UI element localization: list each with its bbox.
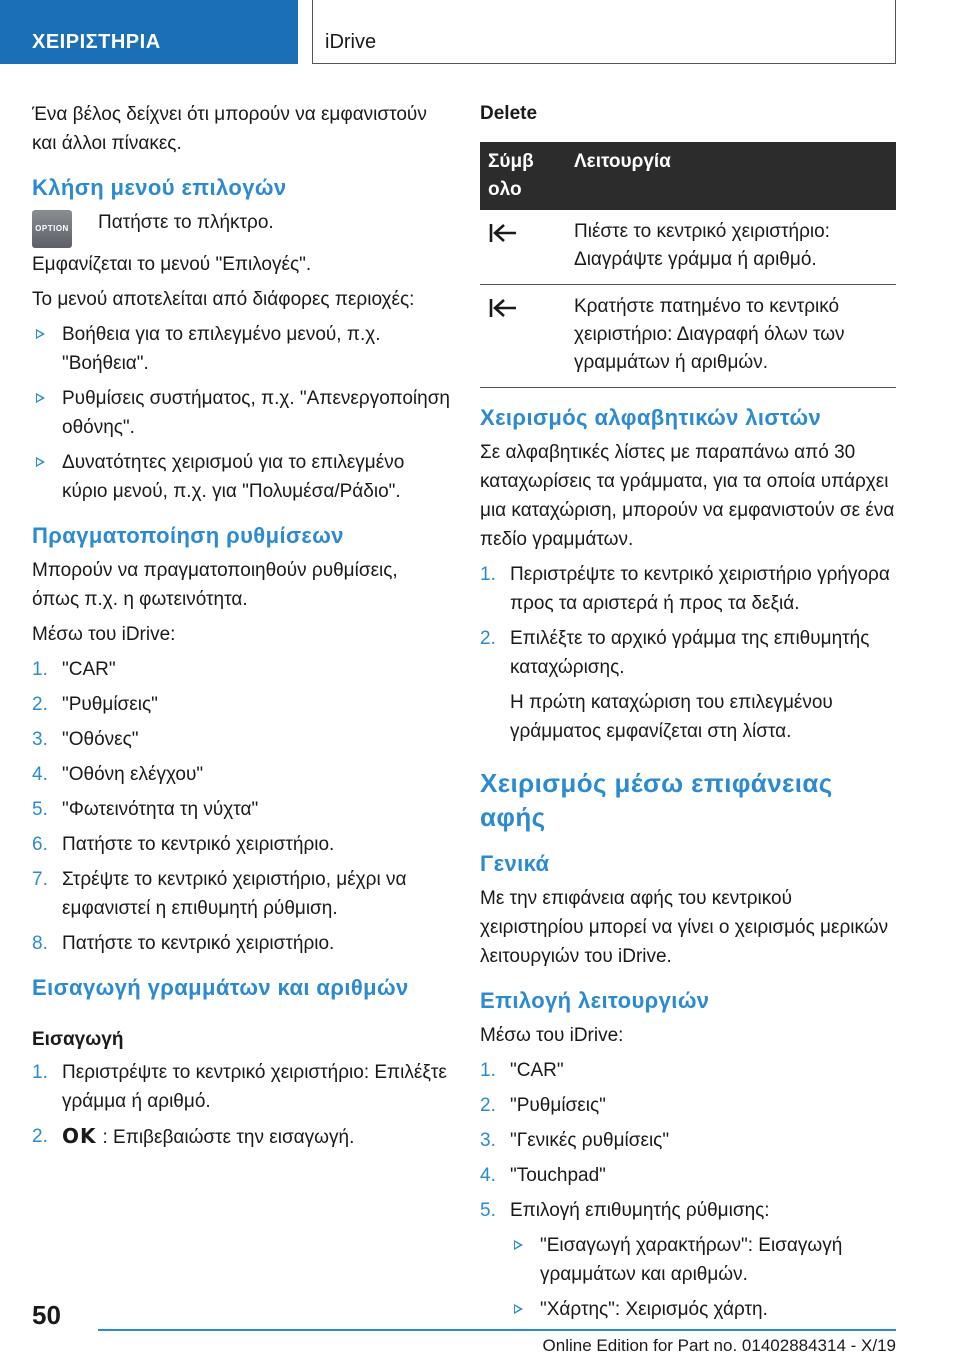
list-item: 1. "CAR" — [32, 659, 116, 680]
table-row — [480, 285, 896, 388]
triangle-bullet-icon — [36, 329, 45, 339]
alpha-note: Η πρώτη καταχώριση του επιλεγμένου γράμματος εμφανίζεται στη λίστα. — [510, 692, 833, 742]
list-item: 2. "Ρυθμίσεις" — [480, 1095, 606, 1116]
option-key-row — [32, 208, 450, 250]
triangle-bullet-icon — [36, 457, 45, 467]
input-steps — [32, 1058, 450, 1152]
settings-steps — [32, 655, 450, 958]
list-item: 7. Στρέψτε το κεντρικό χειριστήριο, μέχρι να εμφανιστεί η επιθυμητή ρύθμιση. — [32, 869, 407, 919]
triangle-bullet-icon — [514, 1240, 523, 1250]
general-heading: Γενικά — [480, 851, 550, 876]
list-item: 6. Πατήστε το κεντρικό χειριστήριο. — [32, 834, 335, 855]
menu-shown-text: Εμφανίζεται το μενού "Επιλογές". — [32, 254, 312, 275]
backspace-arrow-icon — [488, 222, 518, 244]
list-item: 4. "Touchpad" — [480, 1165, 606, 1186]
list-item: 2. Επιλέξτε το αρχικό γράμμα της επιθυμητής καταχώρισης. — [480, 628, 870, 678]
menu-consists-text: Το μενού αποτελείται από διάφορες περιοχές: — [32, 289, 415, 310]
alpha-steps — [480, 560, 896, 682]
ok-icon: OK — [62, 1124, 97, 1148]
touch-heading: Χειρισμός μέσω επιφάνειας αφής — [480, 768, 833, 832]
backspace-arrow-icon — [488, 297, 518, 319]
list-item: 1. Περιστρέψτε το κεντρικό χειριστήριο: Επιλέξτε γράμμα ή αριθμό. — [32, 1062, 447, 1112]
chapter-title: iDrive — [325, 31, 377, 53]
menu-bullet-list — [32, 320, 450, 506]
via-idrive-text: Μέσω του iDrive: — [32, 624, 176, 645]
list-item: Ρυθμίσεις συστήματος, π.χ. "Απενεργοποίηση οθόνης". — [32, 384, 450, 442]
list-item: 2. OK : Επιβεβαιώστε την εισαγωγή. — [32, 1122, 450, 1152]
input-heading: Εισαγωγή γραμμάτων και αριθμών — [32, 975, 409, 1000]
menu-heading: Κλήση μενού επιλογών — [32, 175, 287, 200]
input-subheading: Εισαγωγή — [32, 1029, 124, 1050]
list-item: 1. "CAR" — [480, 1060, 564, 1081]
general-text: Με την επιφάνεια αφής του κεντρικού χειριστηρίου μπορεί να γίνει ο χειρισμός μερικών λειτουργιών του iDrive. — [480, 888, 889, 967]
list-item: 5. Επιλογή επιθυμητής ρύθμισης: — [480, 1200, 770, 1221]
triangle-bullet-icon — [36, 393, 45, 403]
list-item: Δυνατότητες χειρισμού για το επιλεγμένο κύριο μενού, π.χ. για "Πολυμέσα/Ράδιο". — [32, 448, 450, 506]
footer-divider — [98, 1329, 896, 1331]
list-item: 1. Περιστρέψτε το κεντρικό χειριστήριο γρήγορα προς τα αριστερά ή προς τα δεξιά. — [480, 564, 890, 614]
triangle-bullet-icon — [514, 1304, 523, 1314]
alpha-heading: Χειρισμός αλφαβητικών λιστών — [480, 405, 822, 430]
function-cell: Κρατήστε πατημένο το κεντρικό χειριστήριο: Διαγραφή όλων των γραμμάτων ή αριθμών. — [566, 285, 896, 388]
touch-steps — [480, 1056, 896, 1225]
list-item: "Εισαγωγή χαρακτήρων": Εισαγωγή γραμμάτων και αριθμών. — [510, 1231, 896, 1289]
delete-table — [480, 142, 896, 388]
footer-edition: Online Edition for Part no. 01402884314 - X/19 — [542, 1336, 896, 1355]
option-button-icon — [32, 210, 72, 248]
right-column — [480, 100, 896, 1330]
option-key-label: OPTION — [35, 224, 69, 233]
function-cell: Πιέστε το κεντρικό χειριστήριο: Διαγράψτε γράμμα ή αριθμό. — [566, 210, 896, 285]
section-tab — [0, 0, 298, 64]
settings-text: Μπορούν να πραγματοποιηθούν ρυθμίσεις, όπως π.χ. η φωτεινότητα. — [32, 560, 398, 610]
symbol-column-header: Σύμβολο — [480, 142, 566, 210]
select-heading: Επιλογή λειτουργιών — [480, 988, 710, 1013]
intro-paragraph: Ένα βέλος δείχνει ότι μπορούν να εμφανιστούν και άλλοι πίνακες. — [32, 104, 427, 154]
alpha-text: Σε αλφαβητικές λίστες με παραπάνω από 30 καταχωρίσεις τα γράμματα, για τα οποία υπάρχει μια καταχώριση, μπορούν να εμφανιστούν σε ένα πεδίο γραμμάτων. — [480, 442, 895, 550]
list-item: 5. "Φωτεινότητα τη νύχτα" — [32, 799, 259, 820]
delete-heading: Delete — [480, 103, 538, 124]
list-item: 3. "Οθόνες" — [32, 729, 139, 750]
list-item: 8. Πατήστε το κεντρικό χειριστήριο. — [32, 933, 335, 954]
list-item: Βοήθεια για το επιλεγμένο μενού, π.χ. "Βοήθεια". — [32, 320, 450, 378]
via-idrive-text: Μέσω του iDrive: — [480, 1025, 624, 1046]
section-title: ΧΕΙΡΙΣΤΗΡΙΑ — [32, 31, 161, 53]
table-header-row — [480, 142, 896, 210]
list-item: 4. "Οθόνη ελέγχου" — [32, 764, 204, 785]
option-instruction: Πατήστε το πλήκτρο. — [98, 212, 274, 233]
chapter-tab — [312, 0, 896, 64]
page-number: 50 — [32, 1300, 61, 1330]
settings-heading: Πραγματοποίηση ρυθμίσεων — [32, 523, 344, 548]
list-item: 2. "Ρυθμίσεις" — [32, 694, 158, 715]
function-column-header: Λειτουργία — [566, 142, 896, 210]
left-column — [32, 100, 450, 1158]
touch-bullet-list — [480, 1231, 896, 1324]
table-row — [480, 210, 896, 285]
list-item: 3. "Γενικές ρυθμίσεις" — [480, 1130, 670, 1151]
list-item: "Χάρτης": Χειρισμός χάρτη. — [510, 1295, 896, 1324]
